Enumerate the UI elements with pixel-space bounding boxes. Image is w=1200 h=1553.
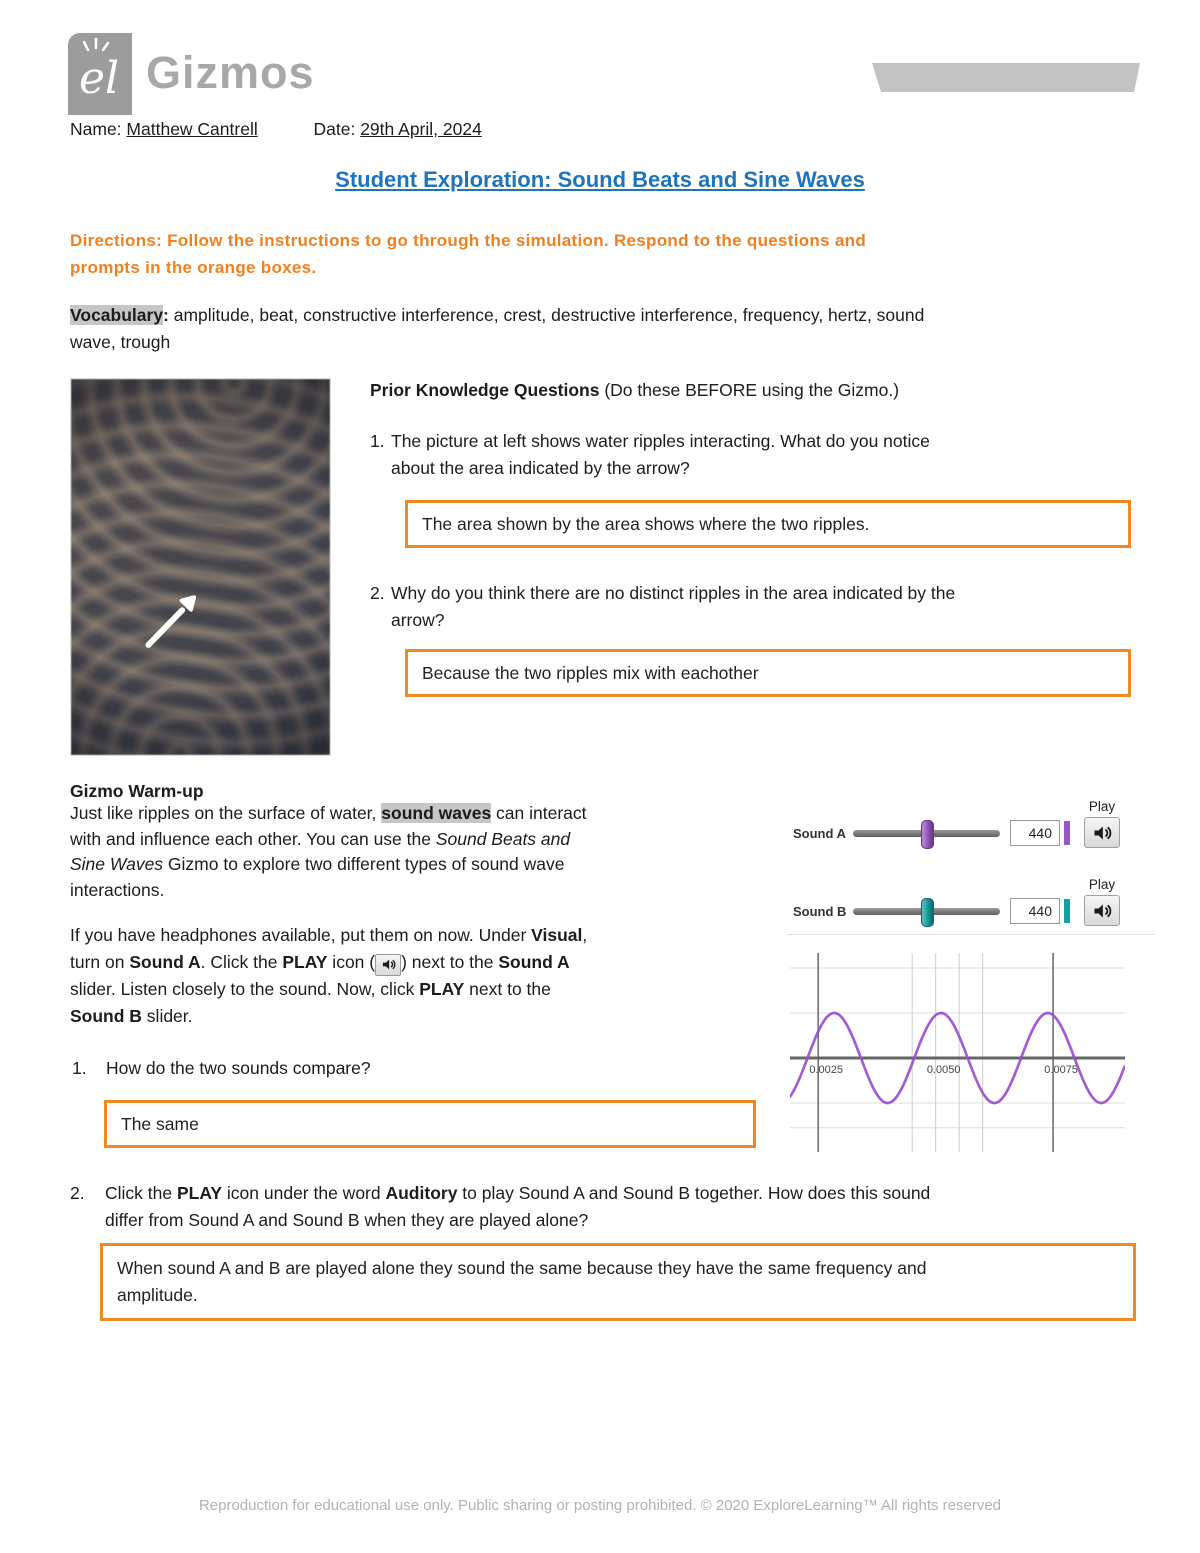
paragraph-line [70,801,730,827]
play-bold: PLAY [282,952,328,972]
text-run: next to the [464,979,551,999]
sound-b-frequency-input[interactable]: 440 [1010,898,1060,924]
sound-b-slider-thumb[interactable] [921,898,934,927]
text-run: to play Sound A and Sound B together. How does this sound [457,1183,931,1203]
answer-line: When sound A and B are played alone they sound the same because they have the same frequency and [117,1258,927,1278]
sound-b-bold: Sound B [70,1006,142,1026]
sound-a-label: Sound A [793,826,846,841]
question-text [105,1180,930,1234]
sound-a-frequency-input[interactable]: 440 [1010,820,1060,846]
paragraph-line: interactions. [70,879,165,900]
sound-a-color-bar [1064,821,1070,845]
text-run: icon ( [327,952,376,972]
text-run: If you have headphones available, put them on now. Under [70,925,532,945]
brand-wordmark: Gizmos [146,47,315,98]
pk-question-1 [370,428,1140,482]
directions-line-1: Directions: Follow the instructions to go through the simulation. Respond to the questions and [70,231,867,250]
answer-box-warmup-q2[interactable] [100,1243,1136,1321]
warmup-question-1 [72,1055,772,1082]
sine-wave-chart [790,950,1125,1155]
paragraph-line [70,827,730,853]
speaker-icon [381,957,396,972]
warmup-question-2 [70,1180,1145,1234]
sine-wave-plot [790,950,1125,1155]
paragraph-line [70,1003,730,1030]
text-run: Just like ripples on the surface of water, [70,803,382,823]
play-bold: PLAY [419,979,465,999]
speaker-play-icon [1092,901,1112,921]
sound-b-play-label: Play [1088,877,1116,892]
gizmo-title-italic: Sound Beats and [435,828,571,849]
question-number: 2. [70,1183,85,1203]
text-run: turn on [70,952,130,972]
warmup-paragraph-1 [70,801,730,903]
question-text [391,580,955,634]
prior-knowledge-heading [370,380,899,401]
auditory-bold: Auditory [385,1183,458,1203]
inline-play-chip [375,954,401,976]
text-run: icon under the word [222,1183,386,1203]
vocabulary-terms: amplitude, beat, constructive interference, crest, destructive interference, frequency, hertz, sound [168,305,925,325]
warmup-heading: Gizmo Warm-up [70,781,204,801]
vocabulary-text [70,302,924,356]
directions-text [70,227,866,281]
gizmo-title-italic: Sine Waves [70,854,164,874]
directions-line-2: prompts in the orange boxes. [70,258,317,277]
sound-a-bold: Sound A [498,952,570,972]
name-label: Name: [70,119,122,139]
name-value: Matthew Cantrell [126,119,258,139]
sound-a-play-label: Play [1088,799,1116,814]
question-text: How do the two sounds compare? [106,1058,371,1078]
paragraph-line [70,976,730,1003]
question-number: 1. [72,1058,87,1078]
answer-text: The same [121,1113,199,1134]
panel-divider [787,934,1155,935]
sound-b-play-button[interactable] [1084,895,1120,926]
copyright-footer: Reproduction for educational use only. Public sharing or posting prohibited. © 2020 ExploreLearning™ All rights reserved [198,1497,1002,1514]
vocabulary-colon: : [163,305,169,325]
gizmos-logo [68,33,132,115]
warmup-paragraph-2 [70,922,730,1030]
visual-bold: Visual [531,925,583,945]
brand-bar [872,63,1140,92]
text-run: , [582,925,588,945]
highlight-sound-waves: sound waves [381,803,492,823]
text-run: with and influence each other. You can use the [70,828,436,849]
answer-box-warmup-q1[interactable] [104,1100,756,1148]
sound-b-slider[interactable] [853,908,1000,915]
vocabulary-label: Vocabulary [70,305,164,325]
question-line [105,1180,930,1207]
pk-question-2 [370,580,1140,634]
play-bold: PLAY [176,1183,223,1203]
prior-knowledge-heading-rest: (Do these BEFORE using the Gizmo.) [599,380,900,400]
arrow-icon [71,379,330,754]
text-run: slider. [141,1006,193,1026]
vocabulary-line-2: wave, trough [70,332,171,352]
text-run: . Click the [200,952,283,972]
text-run: slider. Listen closely to the sound. Now, click [70,979,420,999]
vocabulary-line-1 [70,302,924,329]
question-text [391,428,930,482]
date-label: Date: [313,119,356,139]
answer-text: The area shown by the area shows where the two ripples. [422,513,870,534]
name-date-row [70,119,482,140]
sound-a-bold: Sound A [129,952,201,972]
question-number: 1. [370,431,385,451]
text-run: can interact [491,803,587,823]
paragraph-line [70,949,730,976]
paragraph-line [70,852,730,878]
question-line: The picture at left shows water ripples interacting. What do you notice [391,431,930,451]
question-line: arrow? [391,610,445,630]
date-value: 29th April, 2024 [360,119,482,139]
question-line: Why do you think there are no distinct ripples in the area indicated by the [391,583,956,603]
text-run: Click the [105,1183,177,1203]
question-line: differ from Sound A and Sound B when they are played alone? [105,1210,589,1230]
water-ripples-image [70,378,331,756]
svg-text:el: el [79,53,120,104]
sound-b-label: Sound B [793,904,847,919]
svg-text:0.0075: 0.0075 [1044,1064,1078,1076]
answer-line: amplitude. [117,1285,198,1305]
svg-text:0.0025: 0.0025 [809,1064,844,1076]
sound-a-play-button[interactable] [1084,817,1120,848]
sound-a-slider[interactable] [853,830,1000,837]
page-title: Student Exploration: Sound Beats and Sine Waves [335,167,865,192]
text-run: Gizmo to explore two different types of sound wave [163,854,565,874]
sound-b-color-bar [1064,899,1070,923]
prior-knowledge-heading-bold: Prior Knowledge Questions [370,380,600,400]
answer-text: Because the two ripples mix with eachother [422,662,759,683]
el-monogram-icon [68,33,132,115]
text-run: ) next to the [401,952,499,972]
svg-text:0.0050: 0.0050 [926,1064,961,1076]
speaker-play-icon [1092,823,1112,843]
answer-box-pk-q2[interactable] [405,649,1131,697]
answer-box-pk-q1[interactable] [405,500,1131,548]
question-line: about the area indicated by the arrow? [391,458,690,478]
sound-a-slider-thumb[interactable] [921,820,934,849]
paragraph-line [70,922,730,949]
question-number: 2. [370,583,385,603]
